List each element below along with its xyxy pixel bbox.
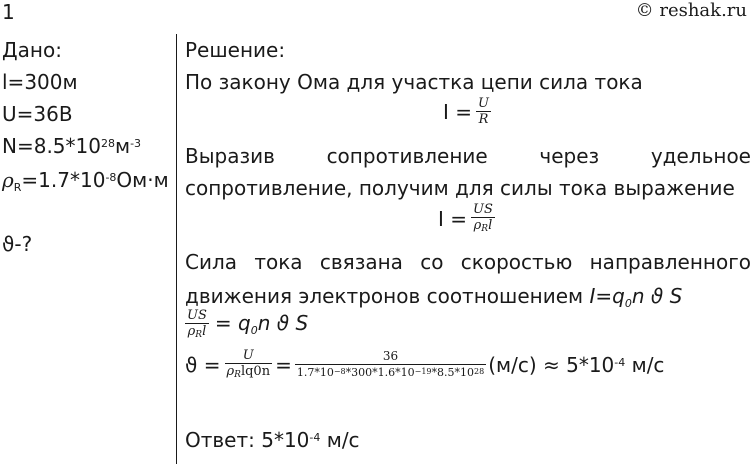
rho-symbol: ρ: [2, 168, 14, 192]
length-symbol: l: [488, 218, 493, 233]
fraction-denominator: R: [476, 111, 491, 127]
fraction-numerator: US: [187, 308, 207, 323]
formula-velocity: [185, 348, 664, 381]
watermark: © reshak.ru: [635, 0, 747, 21]
inline-formula-sub: 0: [624, 297, 632, 310]
formula-equation-right: [215, 311, 308, 339]
den-part: *8.5*10: [431, 366, 475, 379]
answer: [185, 428, 360, 452]
fraction-numerator: U: [242, 348, 254, 363]
given-n-value: N=8.5*10: [2, 134, 101, 158]
formula-right-sub: 0: [250, 323, 258, 337]
inline-formula-rest: n ϑ S: [631, 284, 683, 308]
rho-subscript: R: [13, 181, 22, 194]
rho-subscript: R: [234, 370, 241, 380]
denominator-rest: lq0n: [240, 364, 271, 379]
fraction-numeric: [295, 349, 486, 380]
word: Выразив: [185, 144, 275, 168]
fraction-u-over-rho-lq0n: [225, 348, 273, 381]
inline-formula-start: I=q: [589, 284, 625, 308]
given-n-unit-exp: -3: [130, 137, 142, 150]
rho-exp: -8: [105, 171, 117, 184]
answer-suffix: м/с: [320, 428, 360, 452]
rho-value: =1.7*10: [21, 168, 106, 192]
velocity-result: [488, 353, 664, 377]
given-length: l=300м: [2, 70, 78, 94]
length-symbol: l: [202, 324, 207, 339]
fraction-numerator: 36: [382, 349, 399, 363]
fraction-denominator: [295, 364, 486, 380]
rho-symbol: ρ: [473, 218, 482, 233]
fraction-denominator: [225, 363, 273, 381]
given-n-unit: м: [114, 134, 131, 158]
rho-subscript: R: [481, 224, 489, 234]
line-text: движения электронов соотношением: [185, 284, 590, 308]
word: через: [539, 144, 600, 168]
word: удельное: [650, 144, 751, 168]
equals-sign: =: [275, 352, 292, 377]
fraction-us-over-rho-l: [471, 202, 495, 235]
formula-current-left: I =: [438, 206, 468, 231]
fraction-us-over-rho-l: [185, 308, 209, 341]
solution-line-relation: [185, 250, 751, 274]
den-part: 1.7*10: [296, 366, 334, 379]
column-divider: [176, 34, 177, 464]
fraction-numerator: US: [473, 202, 493, 217]
given-title: Дано:: [2, 38, 62, 62]
formula-ohm: [443, 96, 491, 127]
word: тока: [254, 250, 303, 274]
formula-right-rest: n ϑ S: [257, 310, 309, 335]
rho-subscript: R: [195, 330, 203, 340]
fraction-denominator: [471, 217, 495, 235]
inline-formula: [589, 284, 682, 308]
formula-right-start: = q: [214, 310, 251, 335]
answer-prefix: Ответ: 5*10: [185, 428, 310, 452]
rho-symbol: ρ: [187, 324, 196, 339]
result-text: (м/с) ≈ 5*10: [488, 352, 615, 377]
given-find: ϑ-?: [2, 232, 33, 256]
den-exp: 28: [474, 367, 485, 376]
page-number: 1: [2, 0, 15, 24]
word: сопротивление: [326, 144, 488, 168]
fraction-numerator: U: [478, 96, 489, 111]
solution-title: Решение:: [185, 38, 286, 62]
given-concentration: [2, 134, 141, 158]
result-exp: -4: [614, 355, 626, 369]
solution-line-express: [185, 144, 751, 168]
word: скоростью: [460, 250, 573, 274]
formula-ohm-left: I =: [443, 99, 473, 124]
word: Сила: [185, 250, 238, 274]
formula-equation: [185, 308, 308, 341]
formula-velocity-left: ϑ =: [185, 352, 221, 377]
den-part: *300*1.6*10: [345, 366, 415, 379]
fraction-u-over-r: [476, 96, 491, 127]
word: связана: [319, 250, 403, 274]
den-exp: −19: [414, 367, 432, 376]
word: направленного: [589, 250, 751, 274]
answer-exp: -4: [309, 431, 321, 444]
given-resistivity: [2, 168, 169, 196]
solution-line-resistivity: сопротивление, получим для силы тока выражение: [185, 176, 735, 200]
rho-symbol: ρ: [226, 364, 235, 379]
rho-unit: Ом·м: [116, 168, 169, 192]
given-n-exp: 28: [100, 137, 115, 150]
word: со: [420, 250, 444, 274]
solution-line-ohm: По закону Ома для участка цепи сила тока: [185, 70, 643, 94]
given-voltage: U=36В: [2, 102, 73, 126]
formula-current: [438, 202, 495, 235]
den-exp: −8: [333, 367, 346, 376]
result-unit: м/с: [625, 352, 665, 377]
fraction-denominator: [185, 323, 209, 341]
